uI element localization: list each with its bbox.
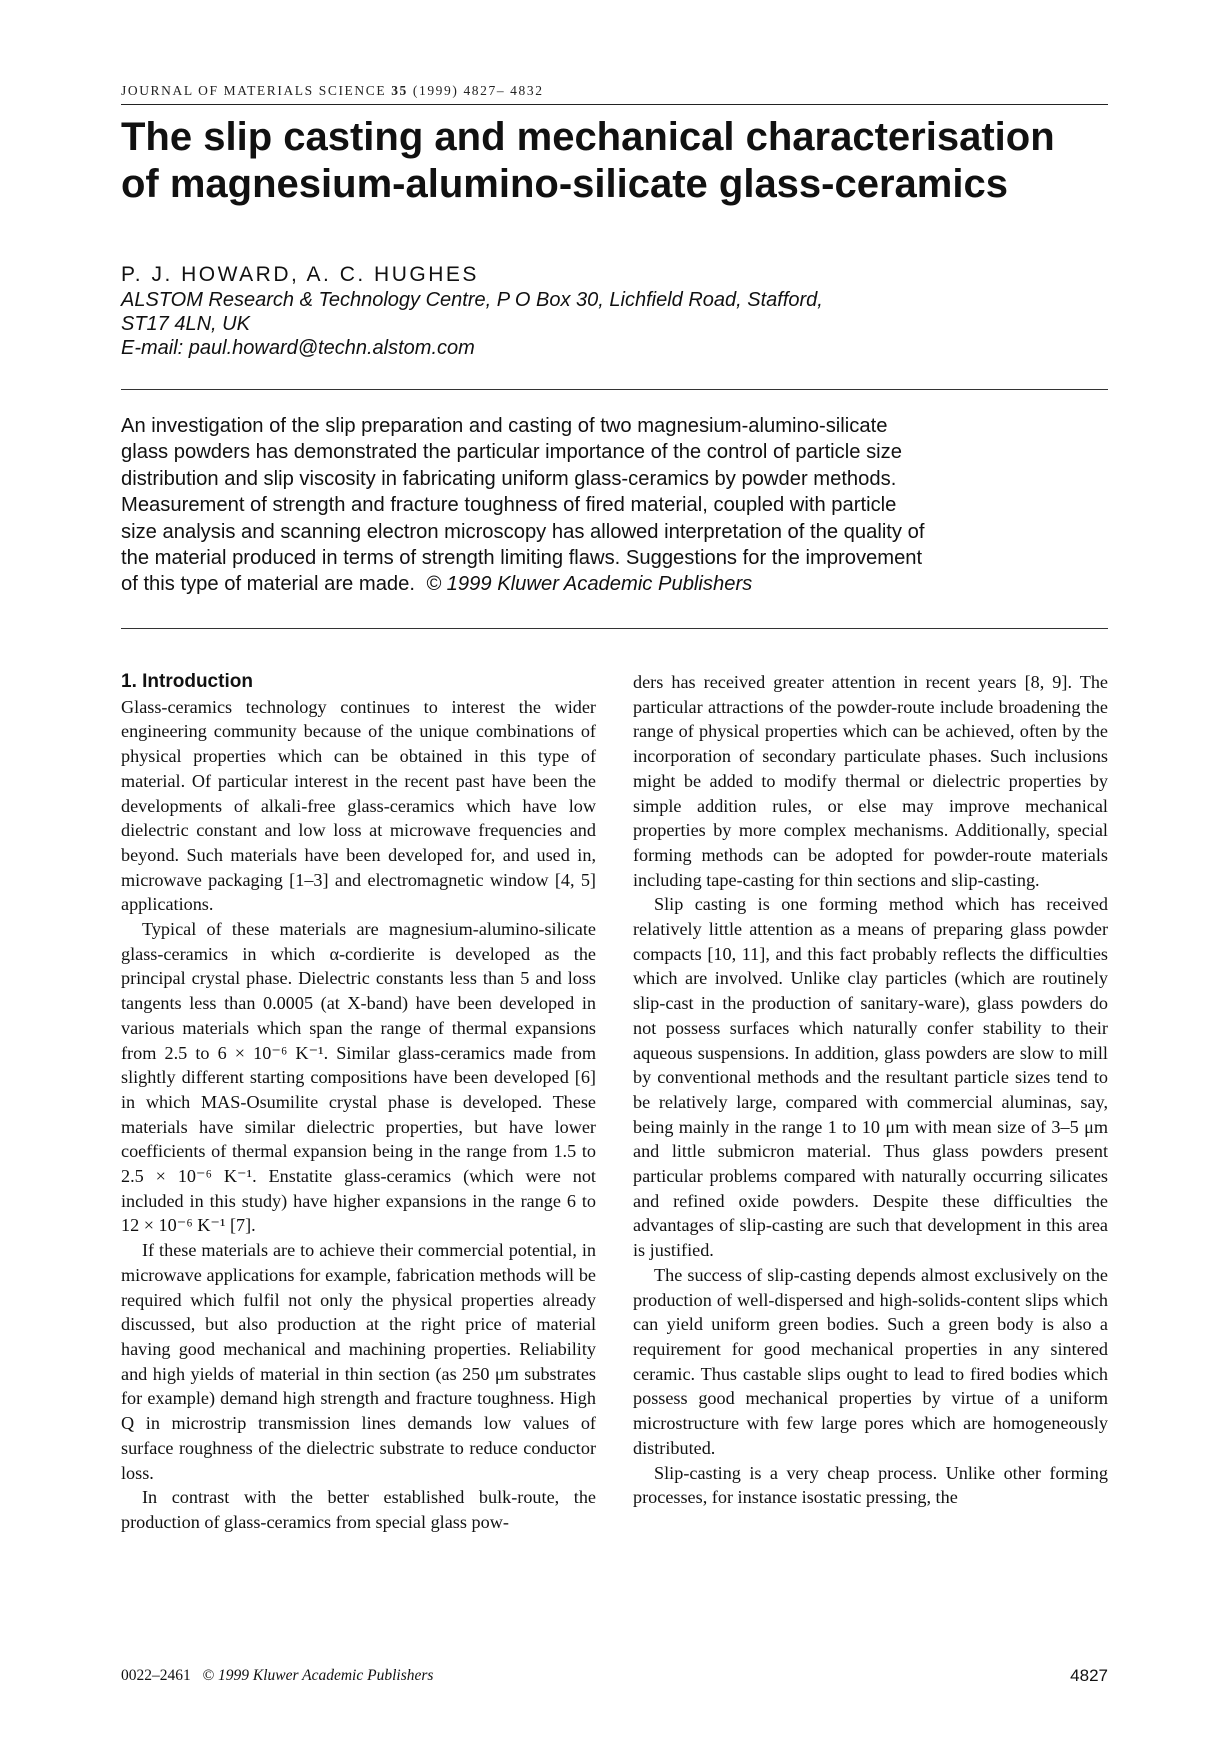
abstract-last-line bbox=[121, 571, 1111, 597]
affiliation-line-2: ST17 4LN, UK bbox=[121, 313, 250, 335]
body-paragraph: The success of slip-casting depends almost exclusively on the production of well-dispersed and high-solids-content slips which can yield uniform green bodies. Such a green body is also a requirement for good mechanical properties in any sintered ceramic. Thus castable slips ought to lead to fired bodies which possess good mechanical properties by virtue of a uniform microstructure with few large pores which are homogeneously distributed. bbox=[633, 1264, 1108, 1458]
author-email: E-mail: paul.howard@techn.alstom.com bbox=[121, 337, 475, 359]
journal-header bbox=[121, 83, 1108, 99]
right-column bbox=[633, 670, 1108, 1510]
footer-issn: 0022–2461 bbox=[121, 1667, 191, 1684]
body-paragraph: In contrast with the better established bulk-route, the production of glass-ceramics from special glass pow- bbox=[121, 1487, 596, 1532]
abstract-line: distribution and slip viscosity in fabricating uniform glass-ceramics by powder methods. bbox=[121, 467, 897, 490]
journal-volume: 35 bbox=[391, 83, 408, 98]
abstract-top-rule bbox=[121, 389, 1108, 390]
abstract-line: An investigation of the slip preparation and casting of two magnesium-alumino-silicate bbox=[121, 415, 888, 437]
affiliation-line-1: ALSTOM Research & Technology Centre, P O Box 30, Lichfield Road, Stafford, bbox=[121, 289, 823, 311]
abstract bbox=[121, 413, 1111, 598]
left-column bbox=[121, 670, 596, 1535]
title-line-1: The slip casting and mechanical characterisation bbox=[121, 115, 1055, 159]
page-number: 4827 bbox=[1070, 1666, 1108, 1685]
footer-copyright: © 1999 Kluwer Academic Publishers bbox=[202, 1667, 434, 1684]
abstract-last-text: of this type of material are made. bbox=[121, 573, 415, 596]
page-footer bbox=[121, 1667, 433, 1685]
journal-year-pages: (1999) 4827– 4832 bbox=[412, 83, 544, 98]
body-paragraph: Slip-casting is a very cheap process. Unlike other forming processes, for instance isostatic pressing, the bbox=[633, 1462, 1108, 1508]
body-paragraph: If these materials are to achieve their commercial potential, in microwave applications for example, fabrication methods will be required which fulfil not only the physical properties already discussed, but also production at the right price of material having good mechanical and machining properties. Reliability and high yields of material in thin section (as 250 μm substrates for example) demand high strength and fracture toughness. High Q in microstrip transmission lines demands low values of surface roughness of the dielectric substrate to reduce conductor loss. bbox=[121, 1240, 596, 1483]
body-paragraph: ders has received greater attention in recent years [8, 9]. The particular attractions of the powder-route include broadening the range of physical properties which can be achieved, often by the incorporation of secondary particulate phases. Such inclusions might be added to modify thermal or dielectric properties by simple addition rules, or else may improve mechanical properties by more complex mechanisms. Additionally, special forming methods can be adopted for powder-route materials including tape-casting for thin sections and slip-casting. bbox=[633, 672, 1108, 890]
body-paragraph: Typical of these materials are magnesium-alumino-silicate glass-ceramics in which α-cordierite is developed as the principal crystal phase. Dielectric constants less than 5 and loss tangents less than 0.0005 (at X-band) have been developed in various materials which span the range of thermal expansions from 2.5 to 6 × 10⁻⁶ K⁻¹. Similar glass-ceramics made from slightly different starting compositions have been developed [6] in which MAS-Osumilite crystal phase is developed. These materials have similar dielectric properties, but have lower coefficients of thermal expansion being in the range from 1.5 to 2.5 × 10⁻⁶ K⁻¹. Enstatite glass-ceramics (which were not included in this study) have higher expansions in the range 6 to 12 × 10⁻⁶ K⁻¹ [7]. bbox=[121, 919, 596, 1236]
header-rule bbox=[121, 104, 1108, 105]
title-line-2: of magnesium-alumino-silicate glass-ceramics bbox=[121, 162, 1008, 206]
author-list: P. J. HOWARD, A. C. HUGHES bbox=[121, 263, 479, 286]
article-title bbox=[121, 114, 1108, 208]
author-affiliation bbox=[121, 288, 1108, 360]
abstract-line: glass powders has demonstrated the particular importance of the control of particle size bbox=[121, 441, 902, 464]
section-heading: 1. Introduction bbox=[121, 671, 253, 692]
abstract-line: the material produced in terms of strength limiting flaws. Suggestions for the improvement bbox=[121, 547, 923, 570]
body-paragraph: Slip casting is one forming method which has received relatively little attention as a means of preparing glass powder compacts [10, 11], and this fact probably reflects the difficulties which are involved. Unlike clay particles (which are routinely slip-cast in the production of sanitary-ware), glass powders do not possess surfaces which naturally confer stability to their aqueous suspensions. In addition, glass powders are slow to mill by conventional methods and the resultant particle sizes tend to be relatively large, compared with commercial aluminas, say, being mainly in the range 1 to 10 μm with mean size of 3–5 μm and little submicron material. Thus glass powders present particular problems compared with naturally occurring silicates and refined oxide powders. Despite these difficulties the advantages of slip-casting are such that development in this area is justified. bbox=[633, 894, 1108, 1261]
body-paragraph: Glass-ceramics technology continues to interest the wider engineering community because of the unique combinations of physical properties which can be obtained in this type of material. Of particular interest in the recent past have been the developments of alkali-free glass-ceramics which have low dielectric constant and low loss at microwave frequencies and beyond. Such materials have been developed for, and used in, microwave packaging [1–3] and electromagnetic window [4, 5] applications. bbox=[121, 696, 596, 915]
abstract-bottom-rule bbox=[121, 628, 1108, 629]
abstract-line: Measurement of strength and fracture toughness of fired material, coupled with particle bbox=[121, 494, 897, 517]
journal-name: JOURNAL OF MATERIALS SCIENCE bbox=[121, 83, 387, 98]
abstract-line: size analysis and scanning electron microscopy has allowed interpretation of the quality of bbox=[121, 520, 925, 543]
abstract-copyright: © 1999 Kluwer Academic Publishers bbox=[426, 573, 753, 596]
